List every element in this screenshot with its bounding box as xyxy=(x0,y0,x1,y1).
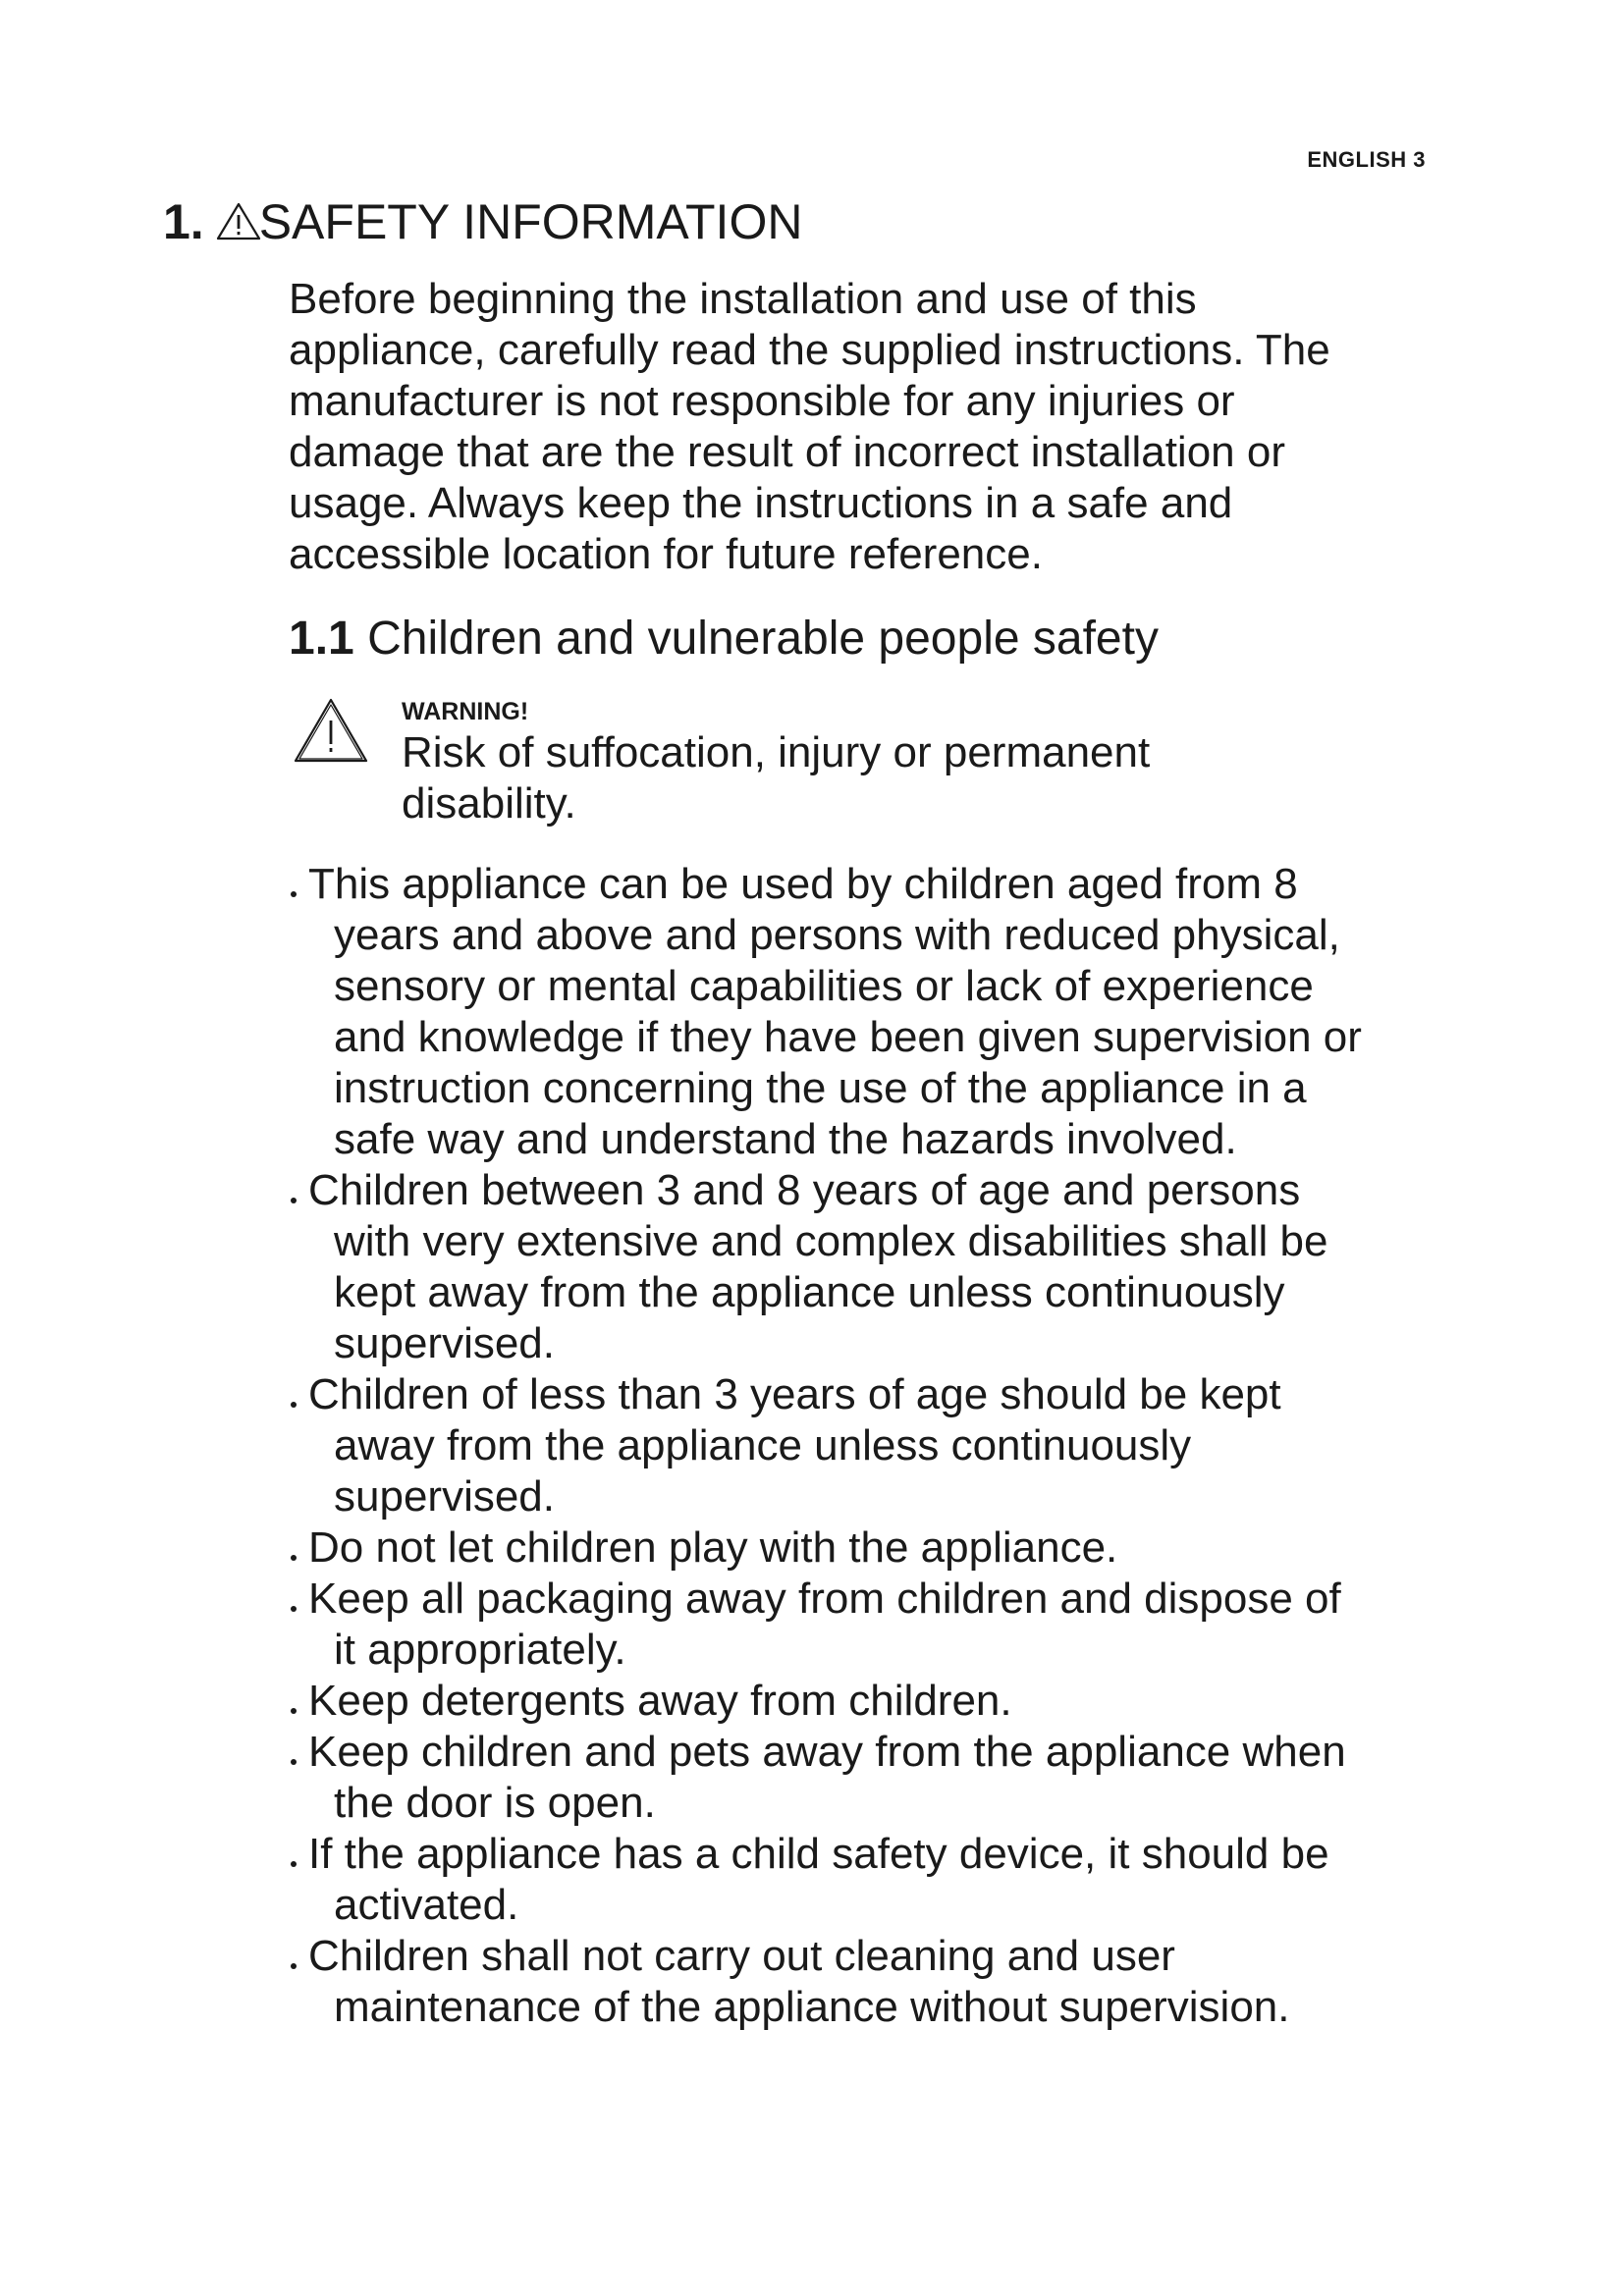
bullet-line: safe way and understand the hazards involved. xyxy=(334,1115,1237,1163)
warning-line: Risk of suffocation, injury or permanent xyxy=(402,728,1151,776)
subsection-number: 1.1 xyxy=(289,613,354,665)
bullet-line: Do not let children play with the appliance. xyxy=(308,1523,1118,1572)
bullet-line: activated. xyxy=(334,1881,519,1929)
bullet-line: maintenance of the appliance without supervision. xyxy=(334,1983,1290,2031)
bullet-dot-icon xyxy=(291,891,297,897)
section-number: 1. xyxy=(163,194,204,249)
warning-triangle-icon xyxy=(216,201,261,240)
list-item xyxy=(289,1829,1516,1931)
bullet-dot-icon xyxy=(291,1555,297,1561)
section-title xyxy=(163,193,802,250)
bullet-dot-icon xyxy=(291,1198,297,1203)
safety-bullet-list xyxy=(289,859,1516,2033)
bullet-dot-icon xyxy=(291,1861,297,1867)
bullet-line: Children of less than 3 years of age should be kept xyxy=(308,1370,1281,1418)
intro-line: appliance, carefully read the supplied instructions. The xyxy=(289,326,1330,374)
bullet-line: it appropriately. xyxy=(334,1626,626,1674)
list-item xyxy=(289,1369,1516,1522)
subsection-title xyxy=(289,612,1159,667)
bullet-line: Keep all packaging away from children and dispose of xyxy=(308,1575,1341,1623)
bullet-line: Children between 3 and 8 years of age and persons xyxy=(308,1166,1301,1214)
bullet-line: and knowledge if they have been given supervision or xyxy=(334,1013,1362,1061)
bullet-dot-icon xyxy=(291,1606,297,1612)
bullet-line: sensory or mental capabilities or lack of experience xyxy=(334,962,1314,1010)
bullet-dot-icon xyxy=(291,1708,297,1714)
list-item xyxy=(289,1727,1516,1829)
list-item xyxy=(289,1931,1516,2033)
page-number-label: ENGLISH 3 xyxy=(1307,147,1426,172)
warning-triangle-icon xyxy=(293,697,369,764)
intro-line: usage. Always keep the instructions in a safe and xyxy=(289,479,1233,527)
intro-paragraph xyxy=(289,274,1467,580)
bullet-line: kept away from the appliance unless continuously xyxy=(334,1268,1285,1316)
bullet-line: Children shall not carry out cleaning and user xyxy=(308,1932,1175,1980)
bullet-dot-icon xyxy=(291,1963,297,1969)
bullet-line: instruction concerning the use of the appliance in a xyxy=(334,1064,1307,1112)
bullet-line: the door is open. xyxy=(334,1779,656,1827)
bullet-line: supervised. xyxy=(334,1319,556,1367)
list-item xyxy=(289,859,1516,1165)
bullet-line: with very extensive and complex disabilities shall be xyxy=(334,1217,1328,1265)
subsection-title-text: Children and vulnerable people safety xyxy=(367,613,1159,665)
list-item xyxy=(289,1522,1516,1574)
bullet-dot-icon xyxy=(291,1402,297,1408)
list-item xyxy=(289,1574,1516,1676)
warning-line: disability. xyxy=(402,779,576,828)
warning-text xyxy=(402,727,1150,829)
bullet-line: years and above and persons with reduced physical, xyxy=(334,911,1340,959)
bullet-line: Keep detergents away from children. xyxy=(308,1677,1012,1725)
intro-line: Before beginning the installation and use of this xyxy=(289,275,1197,323)
warning-label: WARNING! xyxy=(402,698,529,725)
bullet-dot-icon xyxy=(291,1759,297,1765)
bullet-line: Keep children and pets away from the appliance when xyxy=(308,1728,1346,1776)
intro-line: damage that are the result of incorrect installation or xyxy=(289,428,1285,476)
list-item xyxy=(289,1676,1516,1727)
bullet-line: away from the appliance unless continuously xyxy=(334,1421,1192,1469)
bullet-line: If the appliance has a child safety device, it should be xyxy=(308,1830,1329,1878)
bullet-line: supervised. xyxy=(334,1472,556,1521)
intro-line: manufacturer is not responsible for any injuries or xyxy=(289,377,1235,425)
intro-line: accessible location for future reference. xyxy=(289,530,1043,578)
bullet-line: This appliance can be used by children aged from 8 xyxy=(308,860,1298,908)
list-item xyxy=(289,1165,1516,1369)
section-title-text: SAFETY INFORMATION xyxy=(258,194,803,249)
